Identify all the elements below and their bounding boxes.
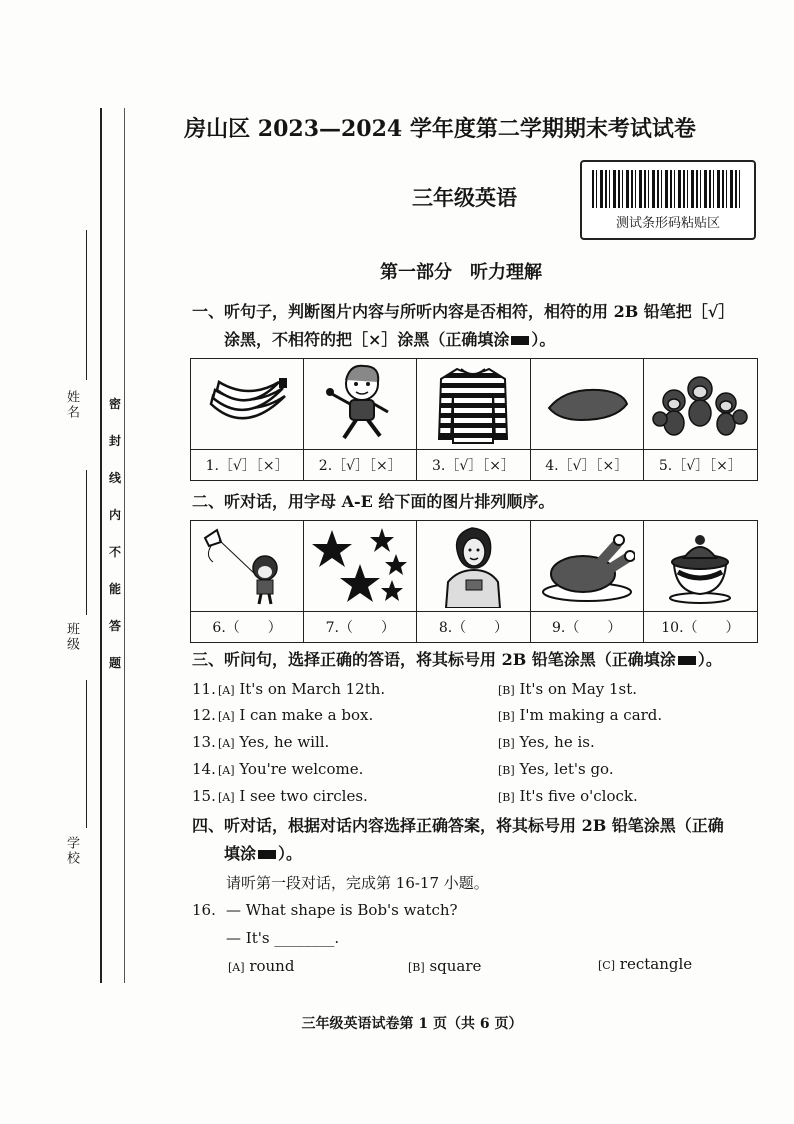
- question-11: 11. [A] It's on March 12th. [B] It's on May 1st.: [192, 680, 638, 698]
- q16-number: 16.: [192, 901, 216, 919]
- item-10: [644, 521, 757, 642]
- part1-title: 第一部分 听力理解: [380, 262, 542, 283]
- item-2-caption[interactable]: 2.［√］［×］: [318, 458, 402, 474]
- tea-cup-icon: [660, 528, 740, 604]
- section4-note: 请听第一段对话，完成第 16-17 小题。: [226, 874, 489, 892]
- item-4-caption[interactable]: 4.［√］［×］: [545, 458, 629, 474]
- class-label: 班级: [64, 622, 79, 652]
- q16-option-b[interactable]: [B] square: [408, 957, 482, 975]
- astronaut-icon: [438, 524, 508, 608]
- item-1-caption[interactable]: 1.［√］［×］: [205, 458, 289, 474]
- bananas-icon: [205, 374, 289, 434]
- q14-option-a[interactable]: [A] You're welcome.: [218, 760, 364, 778]
- q15-option-b[interactable]: [B] It's five o'clock.: [498, 787, 638, 805]
- striped-sweater-icon: [435, 363, 511, 445]
- name-field[interactable]: [86, 230, 87, 380]
- section1-picture-grid: [190, 358, 758, 481]
- section2-instruction: 二、听对话，用字母 A-E 给下面的图片排列顺序。: [192, 492, 555, 511]
- section4-instruction: 四、听对话，根据对话内容选择正确答案，将其标号用 2B 铅笔涂黑（正确 填涂 ）。: [192, 816, 724, 863]
- item-5: [644, 359, 757, 480]
- stars-icon: [312, 526, 408, 606]
- exam-title: 房山区 2023—2024 学年度第二学期期末考试试卷: [184, 116, 696, 142]
- monkeys-icon: [652, 369, 748, 439]
- item-2: [304, 359, 417, 480]
- item-4: [531, 359, 644, 480]
- section3-instruction: 三、听问句，选择正确的答语，将其标号用 2B 铅笔涂黑（正确填涂 ）。: [192, 650, 722, 669]
- barcode-area: [580, 160, 756, 240]
- seal-warning: 密 封 线 内 不 能 答 题: [108, 397, 121, 670]
- q13-option-b[interactable]: [B] Yes, he is.: [498, 733, 595, 751]
- item-7-caption[interactable]: 7.（ ）: [325, 620, 395, 636]
- item-6-caption[interactable]: 6.（ ）: [212, 620, 282, 636]
- item-1: [191, 359, 304, 480]
- item-8-caption[interactable]: 8.（ ）: [438, 620, 509, 636]
- q12-option-a[interactable]: [A] I can make a box.: [218, 706, 374, 724]
- school-field[interactable]: [86, 680, 87, 828]
- question-13: 13. [A] Yes, he will. [B] Yes, he is.: [192, 733, 595, 751]
- sweet-potato-icon: [545, 382, 629, 426]
- q13-option-a[interactable]: [A] Yes, he will.: [218, 733, 330, 751]
- boy-playing-icon: [320, 362, 400, 446]
- roast-chicken-icon: [539, 528, 635, 604]
- q16-answer-line: — It's ________.: [226, 929, 340, 947]
- q16-option-a[interactable]: [A] round: [228, 957, 295, 975]
- binding-line-outer: [100, 108, 102, 983]
- item-3-caption[interactable]: 3.［√］［×］: [431, 458, 515, 474]
- item-6: [191, 521, 304, 642]
- q11-option-a[interactable]: [A] It's on March 12th.: [218, 680, 386, 698]
- exam-subtitle: 三年级英语: [412, 185, 517, 210]
- item-10-caption[interactable]: 10.（ ）: [661, 620, 740, 636]
- item-3: [417, 359, 530, 480]
- filled-mark-icon: [258, 850, 276, 859]
- kite-boy-icon: [199, 526, 295, 606]
- question-12: 12. [A] I can make a box. [B] I'm making a card.: [192, 706, 663, 724]
- item-9-caption[interactable]: 9.（ ）: [552, 620, 622, 636]
- q14-option-b[interactable]: [B] Yes, let's go.: [498, 760, 614, 778]
- binding-line-inner: [124, 108, 125, 983]
- barcode-label: 测试条形码粘贴区: [615, 216, 720, 231]
- section1-instruction: 一、听句子，判断图片内容与所听内容是否相符，相符的用 2B 铅笔把［√］ 涂黑，不相符的把［×］涂黑（正确填涂 ）。: [192, 302, 735, 349]
- school-label: 学校: [64, 836, 79, 866]
- q16-answer-blank[interactable]: ________.: [274, 929, 340, 947]
- q12-option-b[interactable]: [B] I'm making a card.: [498, 706, 663, 724]
- q16-option-c[interactable]: [C] rectangle: [598, 955, 693, 973]
- item-8: [417, 521, 530, 642]
- question-14: 14. [A] You're welcome. [B] Yes, let's go.: [192, 760, 614, 778]
- name-label: 姓名: [64, 390, 79, 420]
- barcode-icon: [592, 170, 742, 208]
- item-9: [531, 521, 644, 642]
- q11-option-b[interactable]: [B] It's on May 1st.: [498, 680, 638, 698]
- question-15: 15. [A] I see two circles. [B] It's five o'clock.: [192, 787, 638, 805]
- item-5-caption[interactable]: 5.［√］［×］: [658, 458, 742, 474]
- q15-option-a[interactable]: [A] I see two circles.: [218, 787, 368, 805]
- class-field[interactable]: [86, 470, 87, 615]
- q16-question: — What shape is Bob's watch?: [226, 901, 458, 919]
- filled-mark-icon: [511, 336, 529, 345]
- item-7: [304, 521, 417, 642]
- filled-mark-icon: [678, 656, 696, 665]
- page-footer: 三年级英语试卷第 1 页（共 6 页）: [301, 1016, 523, 1032]
- section2-picture-grid: [190, 520, 758, 643]
